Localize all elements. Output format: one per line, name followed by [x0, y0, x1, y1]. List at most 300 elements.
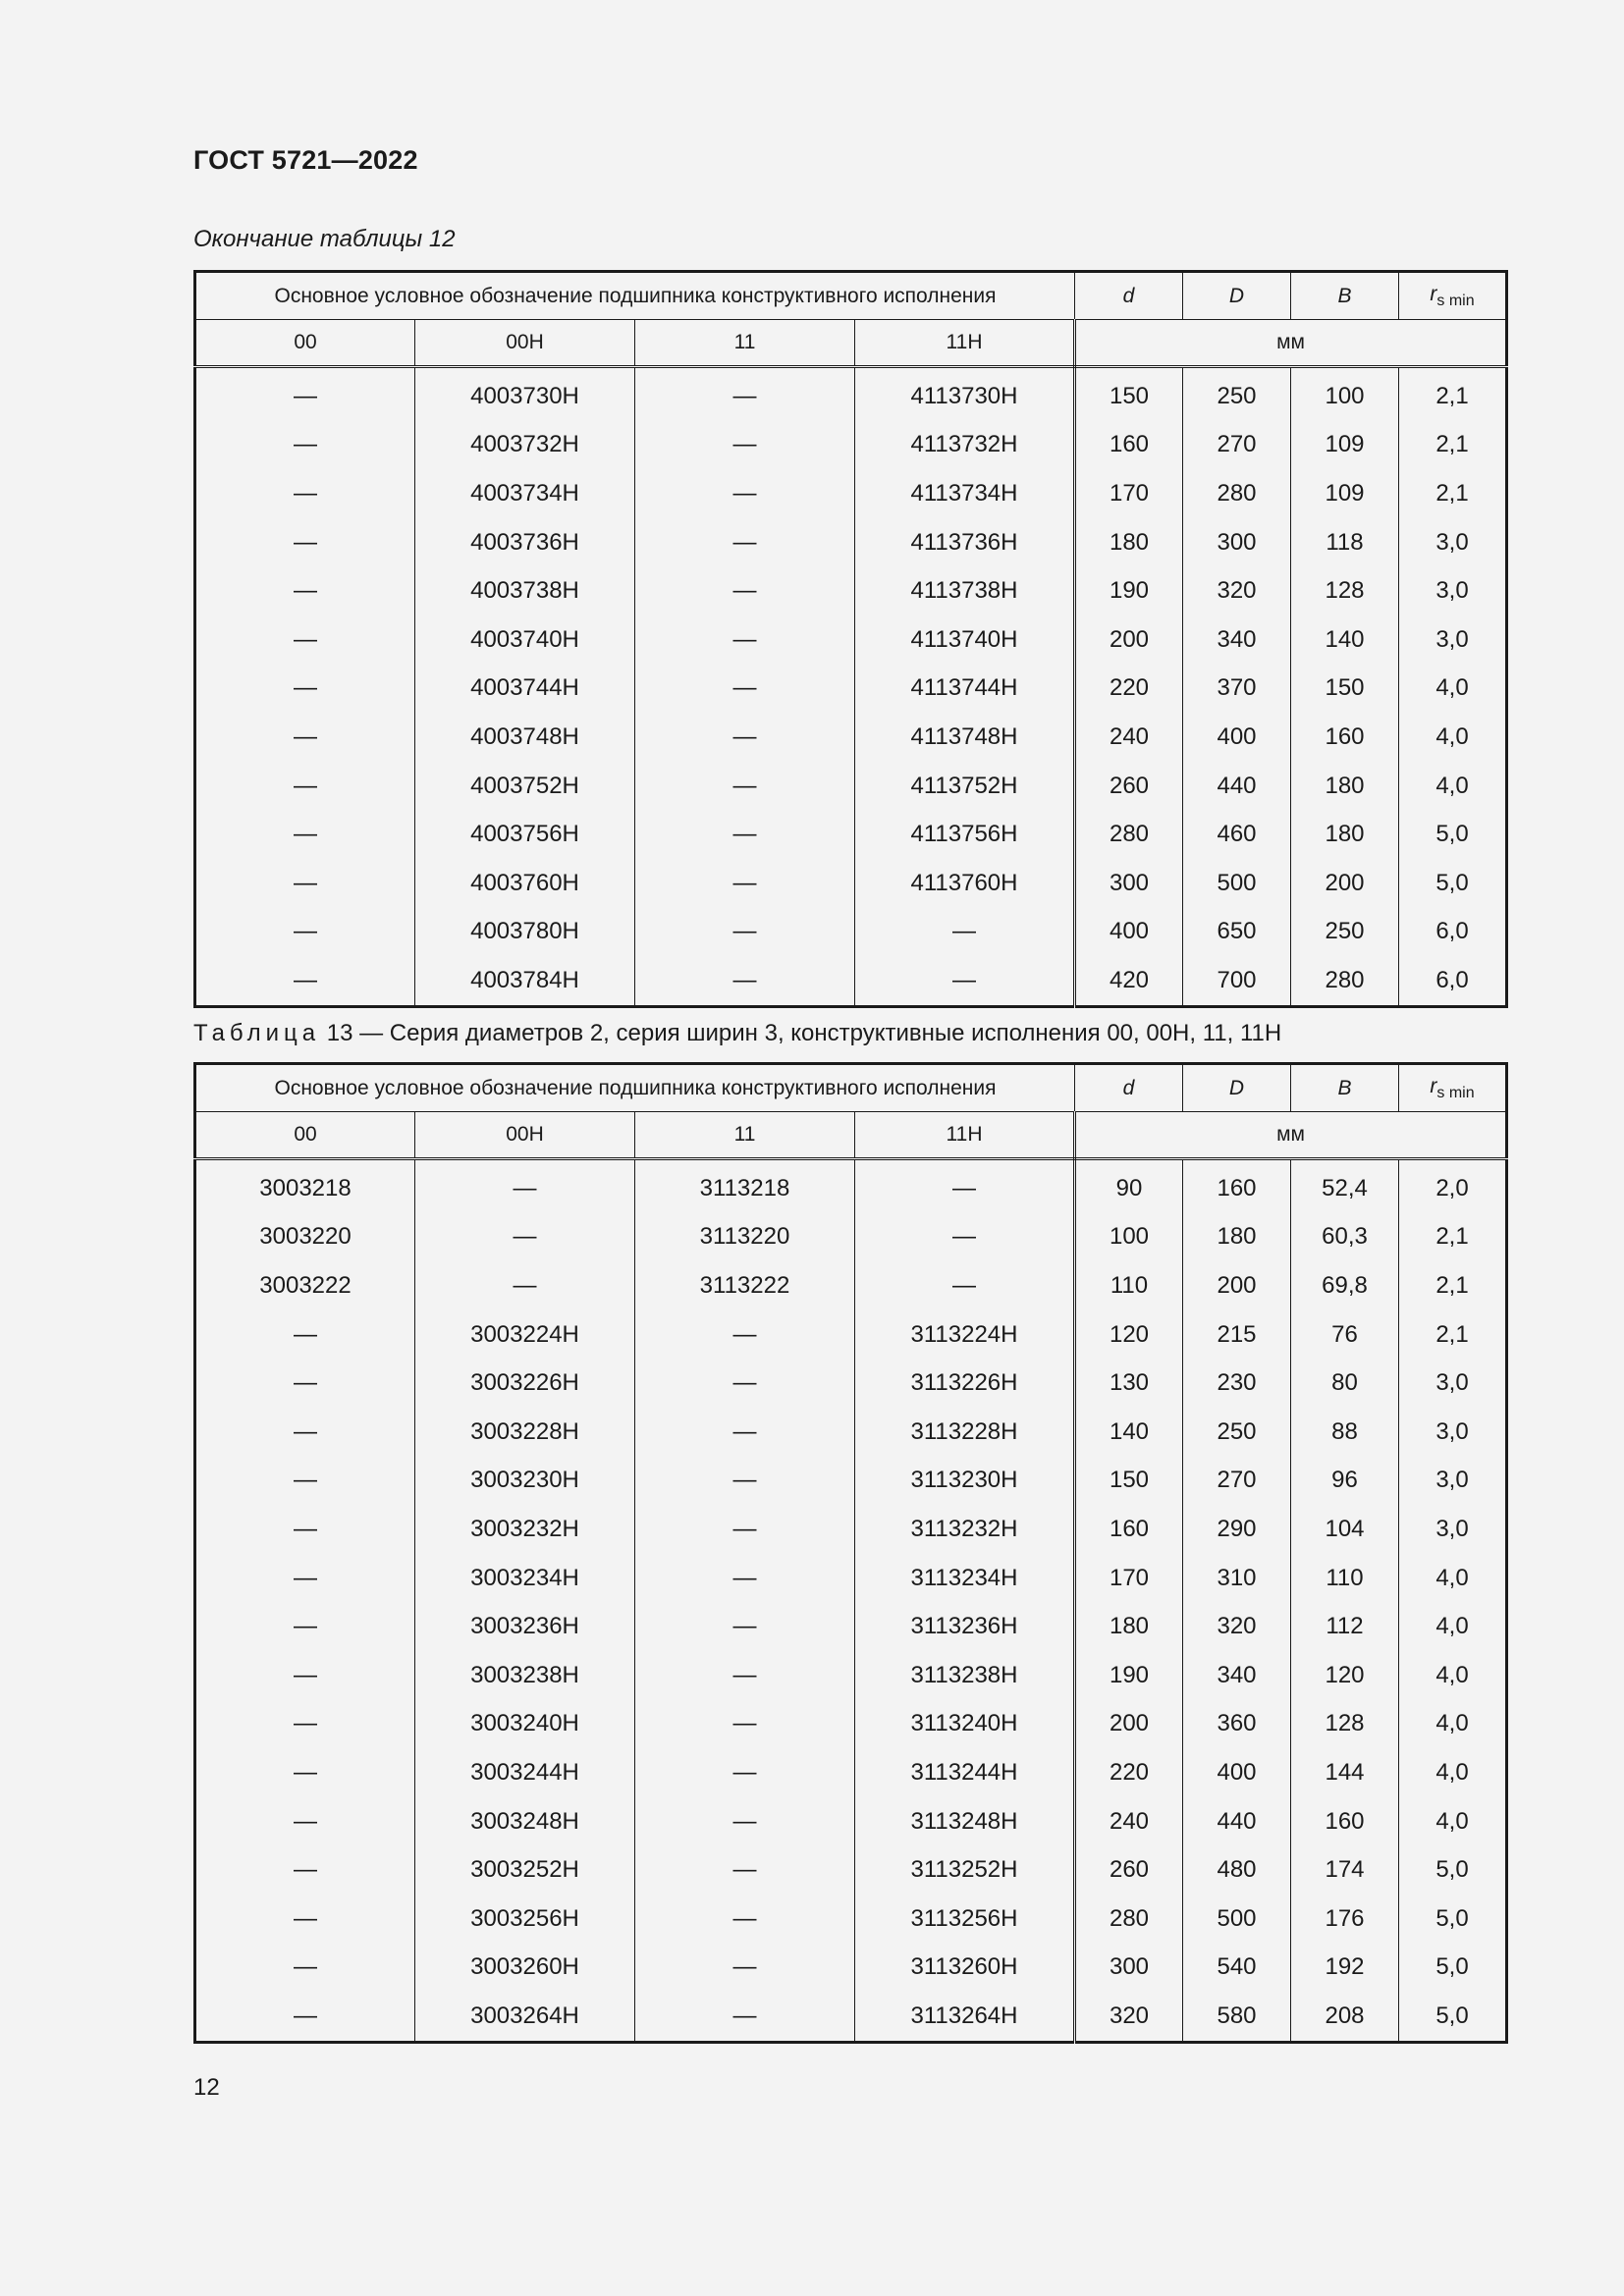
cell-00H: 4003738Н [415, 566, 635, 615]
cell-D: 200 [1183, 1261, 1291, 1310]
cell-00: 3003220 [195, 1213, 415, 1262]
cell-00: — [195, 1748, 415, 1797]
cell-00: — [195, 1602, 415, 1651]
cell-11H: 4113740Н [855, 615, 1075, 665]
cell-d: 280 [1075, 810, 1183, 859]
cell-r-min: 4,0 [1435, 1564, 1469, 1591]
cell-11: — [635, 1700, 855, 1749]
cell-d: 240 [1075, 1797, 1183, 1846]
cell-d: 190 [1075, 1651, 1183, 1700]
cell-D: 340 [1183, 615, 1291, 665]
cell-11: — [635, 713, 855, 762]
cell-B: 104 [1291, 1505, 1399, 1554]
cell-B: 180 [1291, 762, 1399, 811]
cell-d: 260 [1075, 762, 1183, 811]
cell-00H: 3003228Н [415, 1408, 635, 1457]
cell-00H: 4003748Н [415, 713, 635, 762]
header-d: d [1075, 272, 1183, 320]
cell-r-min: 4,0 [1435, 1758, 1469, 1786]
cell-D: 370 [1183, 665, 1291, 714]
header-col-11: 11 [635, 320, 855, 367]
cell-D: 250 [1183, 1408, 1291, 1457]
cell-11: — [635, 665, 855, 714]
table13-caption-text: 13 — Серия диаметров 2, серия ширин 3, конструктивные исполнения 00, 00Н, 11, 11Н [320, 1020, 1282, 1046]
cell-r-min: 2,1 [1435, 1223, 1469, 1251]
cell-r-min: 3,0 [1435, 1467, 1469, 1494]
cell-11H: — [855, 1213, 1075, 1262]
header-B: B [1291, 1064, 1399, 1112]
cell-00H: 4003732Н [415, 421, 635, 470]
cell-00H: 3003234Н [415, 1554, 635, 1603]
cell-11: — [635, 1651, 855, 1700]
cell-D: 400 [1183, 713, 1291, 762]
table-row [195, 1895, 1507, 1944]
table13-caption-label: Таблица [193, 1020, 321, 1046]
cell-00H: 3003236Н [415, 1602, 635, 1651]
header-r-min [1399, 1064, 1507, 1112]
cell-00H: 3003252Н [415, 1845, 635, 1895]
header-col-00H: 00Н [415, 320, 635, 367]
table-row [195, 1505, 1507, 1554]
cell-D: 650 [1183, 908, 1291, 957]
cell-D: 290 [1183, 1505, 1291, 1554]
table-row [195, 1748, 1507, 1797]
cell-r-min: 4,0 [1435, 772, 1469, 799]
cell-00: — [195, 1505, 415, 1554]
cell-11H: 3113244Н [855, 1748, 1075, 1797]
cell-00: — [195, 1944, 415, 1993]
cell-00: — [195, 1895, 415, 1944]
cell-r-min: 5,0 [1435, 821, 1469, 848]
table-row [195, 1213, 1507, 1262]
table-12 [193, 270, 1508, 1008]
table-row [195, 469, 1507, 518]
cell-D: 400 [1183, 1748, 1291, 1797]
cell-B: 200 [1291, 859, 1399, 908]
cell-r-min: 4,0 [1435, 722, 1469, 750]
cell-11: — [635, 1845, 855, 1895]
cell-11H: 4113756Н [855, 810, 1075, 859]
table-row [195, 1797, 1507, 1846]
cell-r-min: 4,0 [1435, 1661, 1469, 1688]
cell-r-min: 5,0 [1435, 1953, 1469, 1981]
cell-r-min: 5,0 [1435, 1904, 1469, 1932]
cell-B: 128 [1291, 1700, 1399, 1749]
header-col-00: 00 [195, 320, 415, 367]
cell-00: — [195, 908, 415, 957]
cell-11H: 3113228Н [855, 1408, 1075, 1457]
cell-r-min: 2,1 [1435, 1320, 1469, 1348]
header-B: B [1291, 272, 1399, 320]
cell-D: 440 [1183, 1797, 1291, 1846]
cell-11: — [635, 859, 855, 908]
table12-caption: Окончание таблицы 12 [193, 226, 456, 252]
cell-B: 140 [1291, 615, 1399, 665]
cell-r-min: 4,0 [1435, 1807, 1469, 1835]
cell-11: — [635, 518, 855, 567]
cell-B: 118 [1291, 518, 1399, 567]
cell-d: 200 [1075, 615, 1183, 665]
table-row [195, 518, 1507, 567]
table-row [195, 1992, 1507, 2042]
cell-00H: 4003740Н [415, 615, 635, 665]
cell-D: 250 [1183, 367, 1291, 421]
cell-00: — [195, 1310, 415, 1360]
cell-d: 280 [1075, 1895, 1183, 1944]
table-13 [193, 1062, 1508, 2044]
cell-r-min: 4,0 [1435, 1710, 1469, 1737]
cell-d: 120 [1075, 1310, 1183, 1360]
cell-D: 300 [1183, 518, 1291, 567]
cell-11H: 4113748Н [855, 713, 1075, 762]
table-row [195, 810, 1507, 859]
cell-d: 400 [1075, 908, 1183, 957]
cell-11H: 4113738Н [855, 566, 1075, 615]
cell-d: 100 [1075, 1213, 1183, 1262]
table-row [195, 1261, 1507, 1310]
cell-d: 220 [1075, 665, 1183, 714]
cell-r-min: 3,0 [1435, 1369, 1469, 1397]
cell-r-min: 5,0 [1435, 869, 1469, 896]
cell-00: — [195, 859, 415, 908]
cell-11H: 3113248Н [855, 1797, 1075, 1846]
table-12-body [195, 367, 1507, 1007]
cell-00H: 4003734Н [415, 469, 635, 518]
cell-B: 174 [1291, 1845, 1399, 1895]
cell-00: — [195, 518, 415, 567]
cell-00: — [195, 1408, 415, 1457]
cell-00H: 4003756Н [415, 810, 635, 859]
cell-d: 320 [1075, 1992, 1183, 2042]
cell-11H: 3113252Н [855, 1845, 1075, 1895]
cell-11: — [635, 762, 855, 811]
header-r-symbol: r [1430, 1074, 1437, 1097]
cell-11H: 3113260Н [855, 1944, 1075, 1993]
table-row [195, 367, 1507, 421]
cell-00H: 3003238Н [415, 1651, 635, 1700]
cell-11: — [635, 615, 855, 665]
cell-r-min: 4,0 [1435, 674, 1469, 702]
cell-D: 310 [1183, 1554, 1291, 1603]
cell-r-min: 3,0 [1435, 625, 1469, 653]
cell-D: 180 [1183, 1213, 1291, 1262]
cell-00H: 4003780Н [415, 908, 635, 957]
cell-d: 180 [1075, 518, 1183, 567]
cell-11: — [635, 367, 855, 421]
cell-00H: 3003226Н [415, 1359, 635, 1408]
cell-11H: — [855, 1261, 1075, 1310]
cell-00H: — [415, 1213, 635, 1262]
cell-r-min: 2,1 [1435, 382, 1469, 409]
cell-D: 360 [1183, 1700, 1291, 1749]
cell-11H: 3113232Н [855, 1505, 1075, 1554]
cell-00H: 4003760Н [415, 859, 635, 908]
cell-B: 250 [1291, 908, 1399, 957]
table-row [195, 421, 1507, 470]
cell-00H: 4003784Н [415, 956, 635, 1006]
cell-11H: 3113226Н [855, 1359, 1075, 1408]
table-row [195, 665, 1507, 714]
cell-00: — [195, 1700, 415, 1749]
cell-11H: 4113732Н [855, 421, 1075, 470]
cell-d: 90 [1075, 1159, 1183, 1213]
cell-B: 180 [1291, 810, 1399, 859]
cell-00: — [195, 665, 415, 714]
cell-d: 150 [1075, 367, 1183, 421]
header-r-subscript: s min [1436, 1084, 1475, 1101]
cell-D: 280 [1183, 469, 1291, 518]
cell-B: 160 [1291, 1797, 1399, 1846]
table-row [195, 1944, 1507, 1993]
cell-11H: 4113744Н [855, 665, 1075, 714]
table-row [195, 1408, 1507, 1457]
cell-B: 69,8 [1291, 1261, 1399, 1310]
cell-D: 320 [1183, 566, 1291, 615]
cell-D: 215 [1183, 1310, 1291, 1360]
cell-00: — [195, 367, 415, 421]
header-unit: мм [1075, 1112, 1507, 1159]
table-row [195, 566, 1507, 615]
table-row [195, 859, 1507, 908]
table-row [195, 1700, 1507, 1749]
cell-B: 109 [1291, 421, 1399, 470]
cell-00: — [195, 810, 415, 859]
cell-11H: 3113234Н [855, 1554, 1075, 1603]
cell-B: 144 [1291, 1748, 1399, 1797]
cell-11H: 4113760Н [855, 859, 1075, 908]
cell-B: 280 [1291, 956, 1399, 1006]
cell-d: 190 [1075, 566, 1183, 615]
header-D: D [1183, 1064, 1291, 1112]
cell-11H: — [855, 1159, 1075, 1213]
header-col-11: 11 [635, 1112, 855, 1159]
cell-00: — [195, 1797, 415, 1846]
cell-B: 160 [1291, 713, 1399, 762]
table-row [195, 615, 1507, 665]
cell-r-min: 2,0 [1435, 1174, 1469, 1201]
table-row [195, 1457, 1507, 1506]
cell-00: — [195, 1554, 415, 1603]
cell-00H: 3003244Н [415, 1748, 635, 1797]
cell-D: 460 [1183, 810, 1291, 859]
cell-D: 580 [1183, 1992, 1291, 2042]
cell-d: 240 [1075, 713, 1183, 762]
cell-00H: 3003264Н [415, 1992, 635, 2042]
cell-D: 340 [1183, 1651, 1291, 1700]
cell-d: 200 [1075, 1700, 1183, 1749]
cell-00H: 4003744Н [415, 665, 635, 714]
cell-11: — [635, 1408, 855, 1457]
cell-d: 160 [1075, 421, 1183, 470]
cell-00: 3003218 [195, 1159, 415, 1213]
cell-D: 500 [1183, 1895, 1291, 1944]
cell-B: 88 [1291, 1408, 1399, 1457]
cell-00H: 3003230Н [415, 1457, 635, 1506]
cell-11: — [635, 1895, 855, 1944]
cell-B: 208 [1291, 1992, 1399, 2042]
cell-B: 76 [1291, 1310, 1399, 1360]
cell-r-min: 3,0 [1435, 1417, 1469, 1445]
cell-11: 3113220 [635, 1213, 855, 1262]
cell-11: 3113218 [635, 1159, 855, 1213]
table13-caption [193, 1020, 1281, 1047]
cell-11H: 3113236Н [855, 1602, 1075, 1651]
cell-r-min: 6,0 [1435, 918, 1469, 945]
cell-D: 700 [1183, 956, 1291, 1006]
cell-11: — [635, 421, 855, 470]
cell-d: 140 [1075, 1408, 1183, 1457]
cell-11H: — [855, 908, 1075, 957]
header-col-00H: 00Н [415, 1112, 635, 1159]
cell-d: 420 [1075, 956, 1183, 1006]
cell-r-min: 5,0 [1435, 1856, 1469, 1884]
cell-D: 270 [1183, 1457, 1291, 1506]
cell-d: 130 [1075, 1359, 1183, 1408]
table-row [195, 762, 1507, 811]
cell-d: 110 [1075, 1261, 1183, 1310]
table-row [195, 1651, 1507, 1700]
cell-00: — [195, 713, 415, 762]
cell-r-min: 6,0 [1435, 966, 1469, 993]
header-d: d [1075, 1064, 1183, 1112]
cell-11H: 3113238Н [855, 1651, 1075, 1700]
cell-00H: — [415, 1261, 635, 1310]
cell-00: — [195, 1992, 415, 2042]
cell-D: 540 [1183, 1944, 1291, 1993]
cell-B: 112 [1291, 1602, 1399, 1651]
cell-r-min: 4,0 [1435, 1613, 1469, 1640]
cell-r-min: 3,0 [1435, 528, 1469, 556]
header-r-symbol: r [1430, 282, 1437, 305]
table-row [195, 1159, 1507, 1213]
cell-00H: 3003224Н [415, 1310, 635, 1360]
cell-00: — [195, 566, 415, 615]
cell-00: — [195, 1845, 415, 1895]
header-r-min [1399, 272, 1507, 320]
header-unit: мм [1075, 320, 1507, 367]
cell-00: — [195, 1359, 415, 1408]
cell-11: — [635, 1554, 855, 1603]
cell-11H: — [855, 956, 1075, 1006]
header-col-11H: 11Н [855, 320, 1075, 367]
cell-d: 170 [1075, 469, 1183, 518]
cell-11: — [635, 1944, 855, 1993]
cell-B: 60,3 [1291, 1213, 1399, 1262]
cell-00H: — [415, 1159, 635, 1213]
cell-11H: 4113734Н [855, 469, 1075, 518]
cell-B: 192 [1291, 1944, 1399, 1993]
header-designation: Основное условное обозначение подшипника конструктивного исполнения [195, 1064, 1075, 1112]
cell-11H: 3113230Н [855, 1457, 1075, 1506]
cell-D: 500 [1183, 859, 1291, 908]
cell-r-min: 3,0 [1435, 577, 1469, 605]
cell-d: 160 [1075, 1505, 1183, 1554]
cell-00H: 3003248Н [415, 1797, 635, 1846]
cell-11: — [635, 1457, 855, 1506]
cell-00H: 3003260Н [415, 1944, 635, 1993]
cell-11: — [635, 1505, 855, 1554]
cell-11H: 4113752Н [855, 762, 1075, 811]
cell-11: — [635, 1359, 855, 1408]
cell-d: 220 [1075, 1748, 1183, 1797]
table-row [195, 1554, 1507, 1603]
header-col-11H: 11Н [855, 1112, 1075, 1159]
cell-00: — [195, 1457, 415, 1506]
table-row [195, 1845, 1507, 1895]
cell-r-min: 2,1 [1435, 1271, 1469, 1299]
table-row [195, 713, 1507, 762]
table-13-body [195, 1159, 1507, 2043]
cell-11H: 4113730Н [855, 367, 1075, 421]
cell-11H: 4113736Н [855, 518, 1075, 567]
table-row [195, 956, 1507, 1006]
cell-B: 80 [1291, 1359, 1399, 1408]
cell-D: 270 [1183, 421, 1291, 470]
cell-00: — [195, 615, 415, 665]
cell-00H: 4003736Н [415, 518, 635, 567]
cell-00: — [195, 762, 415, 811]
cell-11H: 3113224Н [855, 1310, 1075, 1360]
cell-11: — [635, 469, 855, 518]
cell-B: 120 [1291, 1651, 1399, 1700]
cell-00: — [195, 469, 415, 518]
cell-11: — [635, 1992, 855, 2042]
cell-B: 109 [1291, 469, 1399, 518]
cell-00H: 3003256Н [415, 1895, 635, 1944]
cell-00H: 4003752Н [415, 762, 635, 811]
cell-B: 100 [1291, 367, 1399, 421]
cell-D: 320 [1183, 1602, 1291, 1651]
cell-r-min: 5,0 [1435, 2002, 1469, 2029]
cell-d: 170 [1075, 1554, 1183, 1603]
table-row [195, 1359, 1507, 1408]
cell-B: 128 [1291, 566, 1399, 615]
cell-D: 480 [1183, 1845, 1291, 1895]
page-number: 12 [193, 2074, 220, 2101]
cell-B: 176 [1291, 1895, 1399, 1944]
cell-B: 96 [1291, 1457, 1399, 1506]
cell-d: 300 [1075, 859, 1183, 908]
cell-B: 150 [1291, 665, 1399, 714]
cell-r-min: 2,1 [1435, 479, 1469, 507]
cell-D: 440 [1183, 762, 1291, 811]
cell-11: — [635, 1310, 855, 1360]
cell-11: — [635, 1602, 855, 1651]
cell-00: — [195, 956, 415, 1006]
cell-11: — [635, 1748, 855, 1797]
cell-B: 52,4 [1291, 1159, 1399, 1213]
cell-11: — [635, 1797, 855, 1846]
cell-D: 160 [1183, 1159, 1291, 1213]
header-D: D [1183, 272, 1291, 320]
cell-00: 3003222 [195, 1261, 415, 1310]
cell-d: 260 [1075, 1845, 1183, 1895]
cell-00: — [195, 1651, 415, 1700]
cell-11H: 3113256Н [855, 1895, 1075, 1944]
cell-00H: 3003240Н [415, 1700, 635, 1749]
cell-B: 110 [1291, 1554, 1399, 1603]
cell-11: — [635, 810, 855, 859]
cell-d: 150 [1075, 1457, 1183, 1506]
cell-11: — [635, 908, 855, 957]
cell-D: 230 [1183, 1359, 1291, 1408]
cell-r-min: 2,1 [1435, 431, 1469, 458]
cell-11: 3113222 [635, 1261, 855, 1310]
cell-11: — [635, 956, 855, 1006]
table-row [195, 1602, 1507, 1651]
header-r-subscript: s min [1436, 292, 1475, 309]
table-row [195, 908, 1507, 957]
